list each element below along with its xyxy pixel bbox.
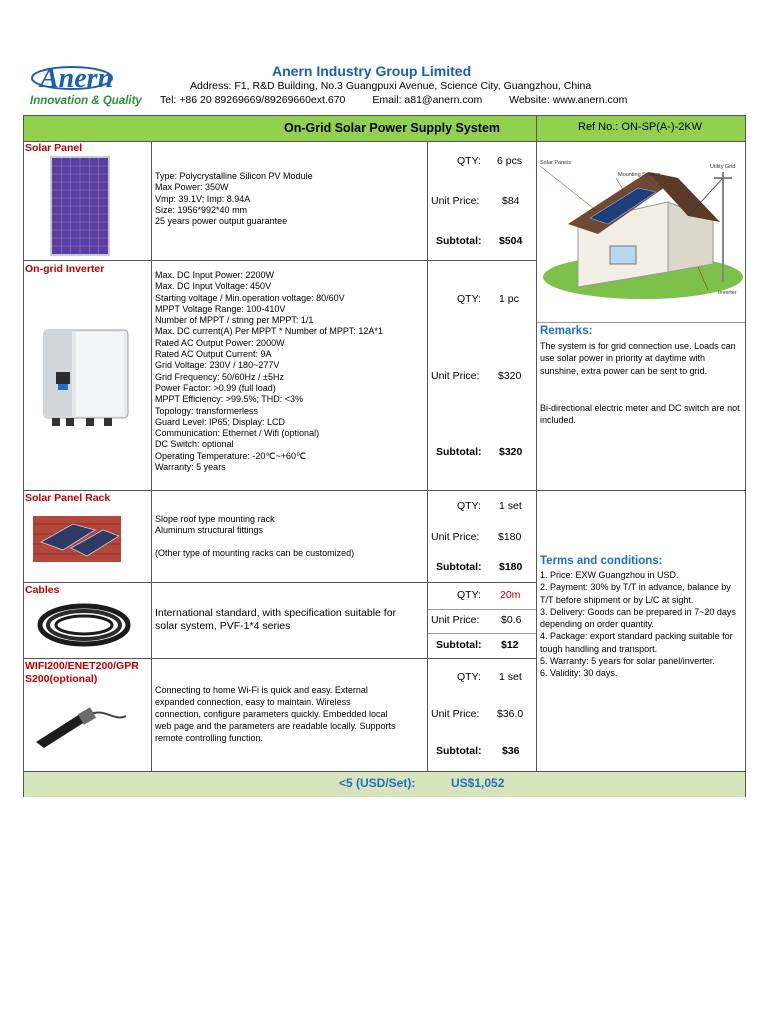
total-label: <5 (USD/Set): xyxy=(339,776,416,790)
unit-price-value: $84 xyxy=(502,195,520,207)
desc-rack: Slope roof type mounting rack Aluminum structural fittings (Other type of mounting racks can be customized) xyxy=(155,514,355,558)
logo-text: Anern xyxy=(40,63,114,94)
subtotal-label: Subtotal: xyxy=(436,745,482,757)
wifi-module-image xyxy=(30,696,130,752)
table-title: On-Grid Solar Power Supply System xyxy=(284,121,501,135)
unit-price-value: $36.0 xyxy=(497,708,524,720)
subtotal-label: Subtotal: xyxy=(436,235,482,247)
category-rack: Solar Panel Rack xyxy=(25,492,111,504)
subtotal-label: Subtotal: xyxy=(436,561,482,573)
terms-item: 3. Delivery: Goods can be prepared in 7~20 days depending on order quantity. xyxy=(540,606,736,630)
desc-inverter: Max. DC Input Power: 2200W Max. DC Input Voltage: 450V Starting voltage / Min.operation voltage: 80/60V MPPT Voltage Range: 100-410V Number of MPPT / string per MPPT: 1/1 Max. DC current(A) Per MPPT * Number of MPPT: 12A*1 Rated AC Output Power: 2000W Rated AC Output Current: 9A Grid Voltage: 230V / 180~277V Grid Frequency: 50/60Hz / ±5Hz Power Factor: >0.99 (full load) MPPT Efficiency: >99.5%; THD: <3% Topology: transformerless Guard Level: IP65; Display: LCD Communication: Ethernet / Wifi (optional) DC Switch: optional Operating Temperature: -20℃~+60℃ Warranty: 5 years xyxy=(155,270,383,473)
category-solar-panel: Solar Panel xyxy=(25,142,83,154)
qty-value: 20m xyxy=(500,589,521,601)
qty-value: 1 set xyxy=(499,500,522,512)
unit-price-label: Unit Price: xyxy=(431,708,480,720)
terms-item: 5. Warranty: 5 years for solar panel/inverter. xyxy=(540,656,715,667)
desc-wifi: Connecting to home Wi-Fi is quick and easy. External expanded connection, easy to maintain. Wireless connection, configure parameters quickly. Embedded local web page and the parameters are readable locally. Supports remote controlling function. xyxy=(155,685,396,743)
logo-tagline: Innovation & Quality xyxy=(30,95,142,107)
qty-label: QTY: xyxy=(457,155,481,167)
qty-label: QTY: xyxy=(457,671,481,683)
website[interactable]: Website: www.anern.com xyxy=(509,94,628,106)
company-logo xyxy=(28,60,160,110)
qty-label: QTY: xyxy=(457,589,481,601)
subtotal-value: $180 xyxy=(499,561,523,573)
category-wifi: WIFI200/ENET200/GPR S200(optional) xyxy=(25,660,139,685)
unit-price-label: Unit Price: xyxy=(431,531,480,543)
qty-value: 6 pcs xyxy=(497,155,523,167)
ref-number: Ref No.: ON-SP(A-)-2KW xyxy=(578,121,703,133)
qty-label: QTY: xyxy=(457,500,481,512)
unit-price-value: $320 xyxy=(498,370,522,382)
unit-price-value: $180 xyxy=(498,531,522,543)
email[interactable]: Email: a81@anern.com xyxy=(372,94,483,106)
qty-value: 1 pc xyxy=(499,293,519,305)
unit-price-label: Unit Price: xyxy=(431,614,480,626)
remarks-p2: Bi-directional electric meter and DC switch are not included. xyxy=(540,403,740,426)
remarks-p1: The system is for grid connection use. Loads can use solar power in priority at daytime with sunshine, extra power can be sent to grid. xyxy=(540,341,736,376)
company-address: Address: F1, R&D Building, No.3 Guangpuxi Avenue, Science City, Guangzhou, China xyxy=(190,80,592,92)
subtotal-value: $504 xyxy=(499,235,523,247)
rack-image xyxy=(33,516,121,562)
remarks-title: Remarks: xyxy=(540,325,593,337)
subtotal-label: Subtotal: xyxy=(436,639,482,651)
subtotal-value: $12 xyxy=(501,639,519,651)
terms-title: Terms and conditions: xyxy=(540,555,663,567)
total-value: US$1,052 xyxy=(451,776,505,790)
contact-line xyxy=(160,94,633,106)
qty-value: 1 set xyxy=(499,671,522,683)
cable-image xyxy=(36,600,132,650)
label-inverter: Inverter xyxy=(718,290,737,296)
subtotal-label: Subtotal: xyxy=(436,446,482,458)
label-solar-panels: Solar Panels xyxy=(540,160,572,166)
category-cables: Cables xyxy=(25,584,60,596)
company-name: Anern Industry Group Limited xyxy=(272,63,472,79)
subtotal-value: $36 xyxy=(502,745,520,757)
subtotal-value: $320 xyxy=(499,446,523,458)
unit-price-value: $0.6 xyxy=(501,614,522,626)
category-inverter: On-grid Inverter xyxy=(25,263,105,275)
system-diagram xyxy=(538,142,744,302)
terms-item: 2. Payment: 30% by T/T in advance, balance by T/T before shipment or by L/C at sight. xyxy=(540,582,731,605)
terms-item: 4. Package: export standard packing suitable for tough handling and transport. xyxy=(540,631,733,654)
solar-panel-image xyxy=(50,156,110,256)
terms-list xyxy=(540,569,742,680)
terms-item: 6. Validity: 30 days. xyxy=(540,668,618,679)
desc-cables: International standard, with specification suitable for solar system, PVF-1*4 series xyxy=(155,607,397,632)
unit-price-label: Unit Price: xyxy=(431,195,480,207)
qty-label: QTY: xyxy=(457,293,481,305)
unit-price-label: Unit Price: xyxy=(431,370,480,382)
label-mounting-system: Mounting System xyxy=(618,172,661,178)
terms-item: 1. Price: EXW Guangzhou in USD. xyxy=(540,570,679,580)
label-utility-grid: Utility Grid xyxy=(710,164,736,170)
inverter-image xyxy=(38,322,134,430)
phone: Tel: +86 20 89269669/89269660ext.670 xyxy=(160,94,346,106)
desc-solar-panel: Type: Polycrystalline Silicon PV Module Max Power: 350W Vmp: 39.1V; Imp: 8.94A Size: 1956*992*40 mm 25 years power output guarantee xyxy=(155,171,313,227)
